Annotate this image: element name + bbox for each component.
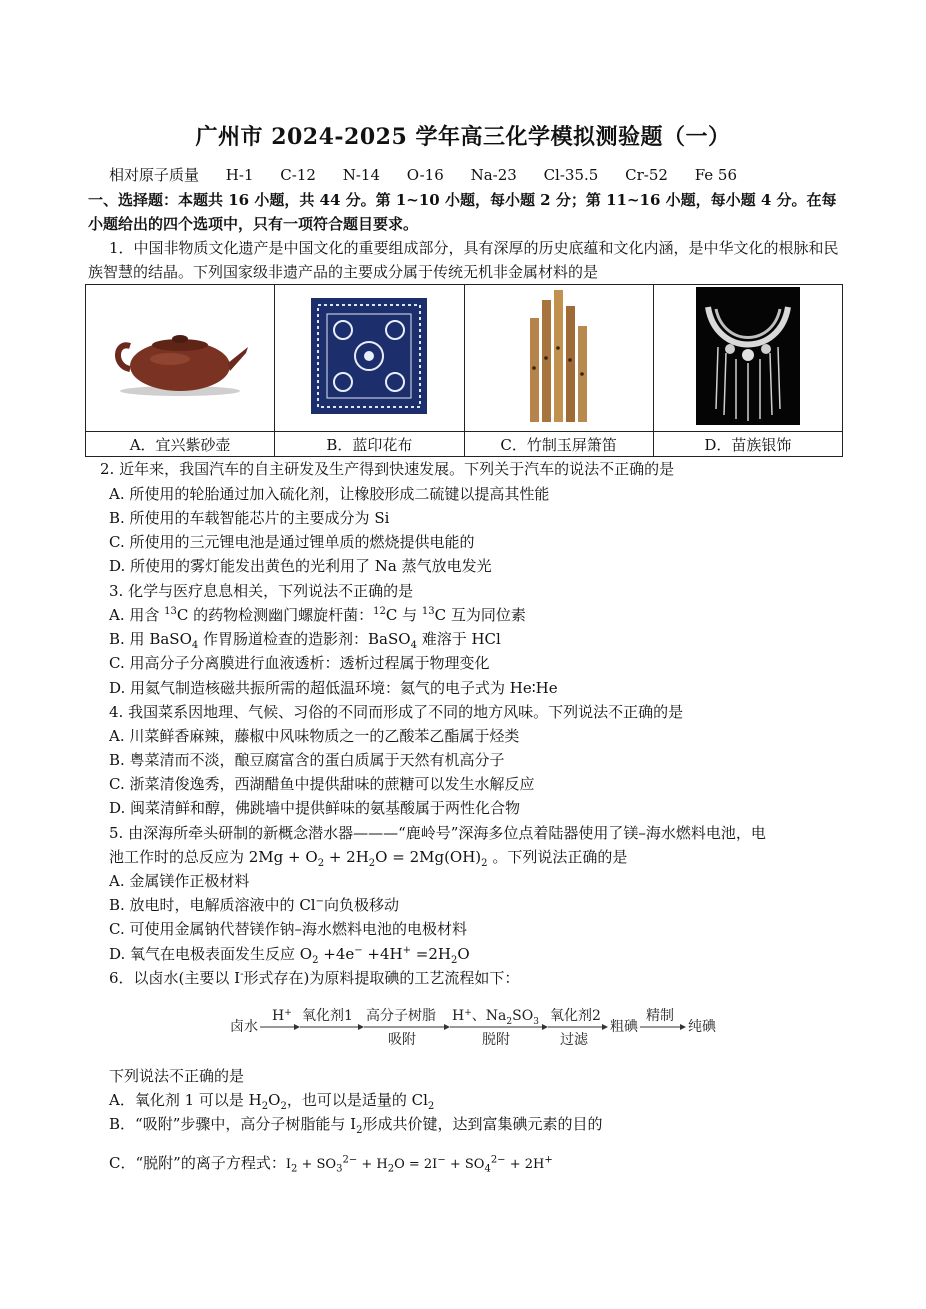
q6-stem: 6．以卤水(主要以 I-形式存在)为原料提取碘的工艺流程如下： bbox=[109, 969, 520, 987]
svg-text:H+: H+ bbox=[272, 1008, 292, 1024]
process-flow-diagram bbox=[230, 1000, 720, 1054]
silver-ornament-image bbox=[653, 285, 842, 432]
flow-start: 卤水 bbox=[230, 1019, 258, 1035]
q5-stem-line1: 5. 由深海所牵头研制的新概念潜水器———“鹿岭号”深海多位点着陆器使用了镁–海水燃料电池，电 bbox=[109, 824, 766, 842]
q5-option-b: B. 放电时，电解质溶液中的 Cl−向负极移动 bbox=[109, 896, 400, 914]
blue-print-cloth-image bbox=[275, 285, 464, 432]
q4-option-c: C. 浙菜清俊逸秀，西湖醋鱼中提供甜味的蔗糖可以发生水解反应 bbox=[109, 775, 535, 793]
q3-stem: 3. 化学与医疗息息相关，下列说法不正确的是 bbox=[109, 582, 414, 600]
masses-label: 相对原子质量 bbox=[109, 166, 200, 184]
option-c-caption: C．竹制玉屏箫笛 bbox=[464, 432, 653, 457]
mass-fe: Fe 56 bbox=[694, 166, 738, 184]
q2-option-c: C. 所使用的三元锂电池是通过锂单质的燃烧提供电能的 bbox=[109, 533, 475, 551]
q2-option-d: D. 所使用的雾灯能发出黄色的光利用了 Na 蒸气放电发光 bbox=[109, 557, 492, 575]
option-a-caption: A．宜兴紫砂壶 bbox=[86, 432, 275, 457]
mass-cl: Cl-35.5 bbox=[543, 166, 599, 184]
q2-option-a: A. 所使用的轮胎通过加入硫化剂，让橡胶形成二硫键以提高其性能 bbox=[109, 485, 550, 503]
atomic-masses bbox=[109, 164, 759, 185]
svg-text:H+、Na2SO3: H+、$Na_2SO_3$ bbox=[452, 1008, 539, 1027]
mass-na: Na-23 bbox=[470, 166, 517, 184]
teapot-image bbox=[86, 285, 275, 432]
mass-cr: Cr-52 bbox=[625, 166, 668, 184]
mass-n: N-14 bbox=[342, 166, 380, 184]
flow-crude-iodine: 粗碘 bbox=[610, 1019, 638, 1035]
q4-option-b: B. 粤菜清而不淡，酿豆腐富含的蛋白质属于天然有机高分子 bbox=[109, 751, 505, 769]
q3-option-b: B. 用 BaSO$_4$ 作胃肠道检查的造影剂：BaSO$_4$ 难溶于 HCl bbox=[109, 630, 501, 651]
q5-option-c: C. 可使用金属钠代替镁作钠–海水燃料电池的电极材料 bbox=[109, 920, 467, 938]
option-d-caption: D．苗族银饰 bbox=[653, 432, 842, 457]
flow-resin: 高分子树脂 bbox=[366, 1008, 436, 1024]
flow-oxidant-2: 氧化剂2 bbox=[550, 1008, 601, 1024]
flow-desorb: 脱附 bbox=[482, 1032, 510, 1048]
q6-option-b: B．“吸附”步骤中，高分子树脂能与 $I_2$形成共价键，达到富集碘元素的目的 bbox=[109, 1115, 603, 1136]
flow-oxidant-1: 氧化剂1 bbox=[302, 1008, 353, 1024]
q4-option-a: A. 川菜鲜香麻辣，藤椒中风味物质之一的乙酸苯乙酯属于烃类 bbox=[109, 727, 520, 745]
q5-option-d: D. 氧气在电极表面发生反应 $O_2 +4e^- +4H^+ =2H_2O$ bbox=[109, 945, 470, 966]
flow-pure-iodine: 纯碘 bbox=[688, 1019, 716, 1035]
page-title: 广州市 2024-2025 学年高三化学模拟测验题（一） bbox=[195, 124, 731, 150]
q6-option-a: A．氧化剂 1 可以是 $H_2O_2$，也可以是适量的 $Cl_2$ bbox=[109, 1091, 435, 1112]
q2-stem: 2. 近年来，我国汽车的自主研发及生产得到快速发展。下列关于汽车的说法不正确的是 bbox=[100, 460, 675, 478]
bamboo-flute-image bbox=[464, 285, 653, 432]
q1-image-table bbox=[85, 284, 843, 457]
q5-stem-line2: 池工作时的总反应为 $2Mg + O_2 + 2H_2O = 2Mg(OH)_2$ 。下列说法正确的是 bbox=[109, 848, 628, 869]
mass-o: O-16 bbox=[406, 166, 444, 184]
q2-option-b: B. 所使用的车载智能芯片的主要成分为 Si bbox=[109, 509, 390, 527]
flow-filter: 过滤 bbox=[560, 1032, 588, 1048]
q1-stem: 1．中国非物质文化遗产是中国文化的重要组成部分，具有深厚的历史底蕴和文化内涵，是中华文化的根脉和民族智慧的结晶。下列国家级非遗产品的主要成分属于传统无机非金属材料的是 bbox=[88, 239, 839, 281]
q4-stem: 4. 我国菜系因地理、气候、习俗的不同而形成了不同的地方风味。下列说法不正确的是 bbox=[109, 703, 684, 721]
q4-option-d: D. 闽菜清鲜和醇，佛跳墙中提供鲜味的氨基酸属于两性化合物 bbox=[109, 799, 521, 817]
q3-option-c: C. 用高分子分离膜进行血液透析：透析过程属于物理变化 bbox=[109, 654, 490, 672]
q6-question: 下列说法不正确的是 bbox=[109, 1067, 245, 1085]
mass-c: C-12 bbox=[280, 166, 316, 184]
mass-h: H-1 bbox=[225, 166, 254, 184]
q5-option-a: A. 金属镁作正极材料 bbox=[109, 872, 250, 890]
q6-option-c: C．“脱附”的离子方程式：$I_2 + SO_3^{2-} + H_2O = 2I^- + SO_4^{2-} + 2H^+$ bbox=[109, 1154, 553, 1175]
q3-option-a: A. 用含 $^{13}$C 的药物检测幽门螺旋杆菌：$^{12}$C 与 $^{13}$C 互为同位素 bbox=[109, 606, 526, 624]
flow-refine: 精制 bbox=[646, 1008, 674, 1024]
option-b-caption: B．蓝印花布 bbox=[275, 432, 464, 457]
q3-option-d: D. 用氦气制造核磁共振所需的超低温环境：氦气的电子式为 He∶He bbox=[109, 679, 558, 697]
section-heading: 一、选择题：本题共 16 小题，共 44 分。第 1~10 小题，每小题 2 分；第 11~16 小题，每小题 4 分。在每小题给出的四个选项中，只有一项符合题目要求。 bbox=[88, 191, 837, 233]
flow-adsorb: 吸附 bbox=[388, 1032, 416, 1048]
